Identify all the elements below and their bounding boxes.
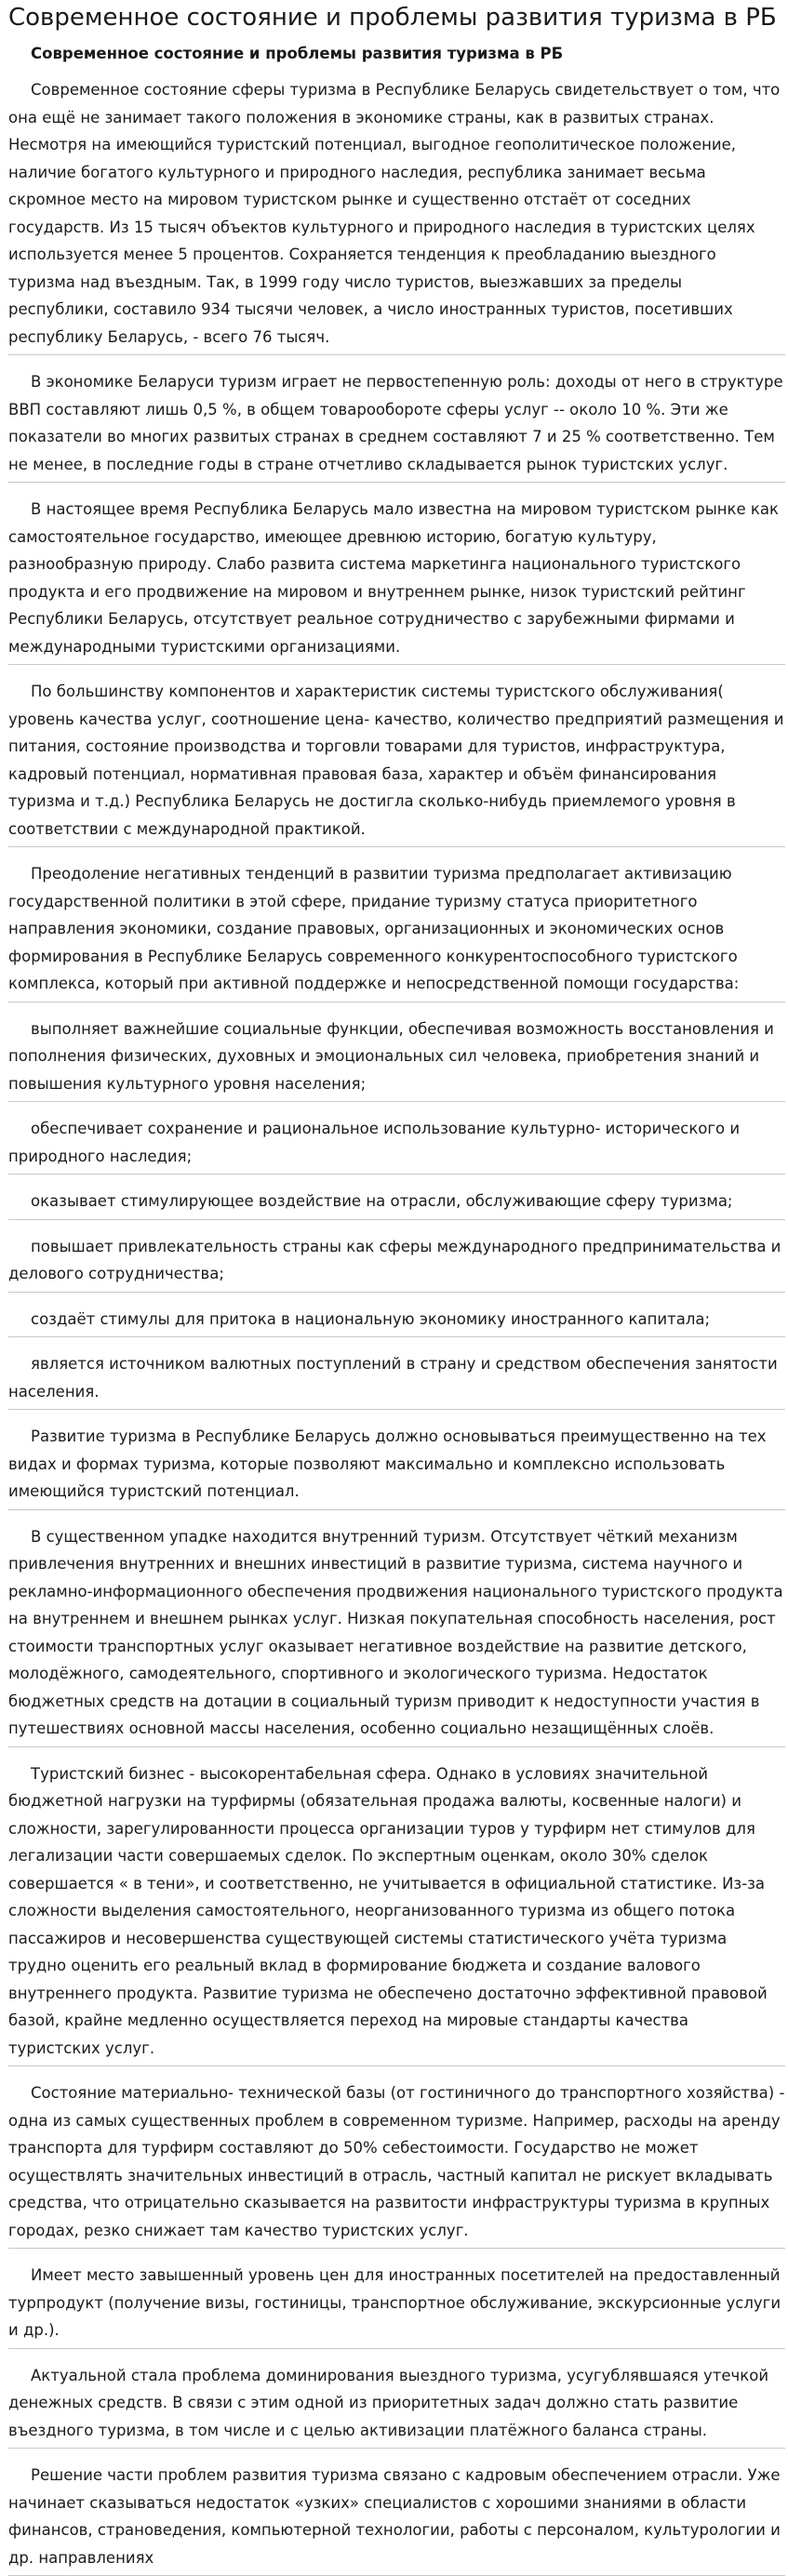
list-item: оказывает стимулирующее воздействие на отрасли, обслуживающие сферу туризма;: [8, 1188, 785, 1220]
list-item: создаёт стимулы для притока в национальную экономику иностранного капитала;: [8, 1306, 785, 1338]
paragraph: Актуальной стала проблема доминирования выездного туризма, усугублявшаяся утечкой денежных средств. В связи с этим одной из приоритетных задач должно стать развитие въездного туризма, в том числе и с целью активизации платёжного баланса страны.: [8, 2362, 785, 2450]
paragraph: Туристский бизнес - высокорентабельная сфера. Однако в условиях значительной бюджетной нагрузки на турфирмы (обязательная продажа валюты, косвенные налоги) и сложности, зарегулированности процесса организации туров у турфирм нет стимулов для легализации чаcти совершаемых сделок. По экспертным оценкам, около 30% сделок совершается « в тени», и соответственно, не учитывается в официальной статистике. Из-за сложности выделения самостоятельного, неорганизованного туризма из общего потока пассажиров и несовершенства существующей системы статистического учёта туризма трудно оценить его реальный вклад в формирование бюджета и создание валового внутреннего продукта. Развитие туризма не обеспечено достаточно эффективной правовой базой, крайне медленно осуществляется переход на мировые стандарты качества туристских услуг.: [8, 1760, 785, 2067]
paragraph: В существенном упадке находится внутренний туризм. Отсутствует чёткий механизм привлечения внутренних и внешних инвестиций в развитие туризма, система научного и рекламно-информационного обеспечения продвижения национального туристского продукта на внутреннем и внешнем рынках услуг. Низкая покупательная способность населения, рост стоимости транспортных услуг оказывает негативное воздействие на развитие детского, молодёжного, самодеятельного, спортивного и экологического туризма. Недостаток бюджетных средств на дотации в социальный туризм приводит к недоступности участия в путешествиях основной массы населения, особенно социально незащищённых слоёв.: [8, 1523, 785, 1747]
paragraph: По большинству компонентов и характеристик системы туристского обслуживания( уровень качества услуг, соотношение цена- качество, количество предприятий размещения и питания, состояние производства и торговли товарами для туристов, инфраструктура, кадровый потенциал, нормативная правовая база, характер и объём финансирования туризма и т.д.) Республика Беларусь не достигла сколько-нибудь приемлемого уровня в соответствии с международной практикой.: [8, 678, 785, 847]
list-item: выполняет важнейшие социальные функции, обеспечивая возможность восстановления и пополнения физических, духовных и эмоциональных сил человека, приобретения знаний и повышения культурного уровня населения;: [8, 1016, 785, 1103]
page-title: Современное состояние и проблемы развития туризма в РБ: [8, 4, 777, 32]
article-subtitle: Современное состояние и проблемы развития туризма в РБ: [31, 45, 564, 62]
paragraph: Преодоление негативных тенденций в развитии туризма предполагает активизацию государственной политики в этой сфере, придание туризму статуса приоритетного направления экономики, создание правовых, организационных и экономических основ формирования в Республике Беларусь современного конкурентоспособного туристского комплекса, который при активной поддержке и непосредственной помощи государства:: [8, 860, 785, 1003]
article-body: [8, 76, 785, 2576]
paragraph: Развитие туризма в Республике Беларусь должно основываться преимущественно на тех видах и формах туризма, которые позволяют максимально и комплексно использовать имеющийся туристский потенциал.: [8, 1423, 785, 1510]
list-item: является источником валютных поступлений в страну и средством обеспечения занятости населения.: [8, 1350, 785, 1410]
list-item: обеспечивает сохранение и рациональное использование культурно- исторического и природного наследия;: [8, 1115, 785, 1175]
list-item: повышает привлекательность страны как сферы международного предпринимательства и делового сотрудничества;: [8, 1233, 785, 1293]
paragraph: Состояние материально- технической базы (от гостиничного до транспортного хозяйства) - одна из самых существенных проблем в современном туризме. Например, расходы на аренду транспорта для турфирм составляют до 50% себестоимости. Государство не может осуществлять значительных инвестиций в отрасль, частный капитал не рискует вкладывать средства, что отрицательно сказывается на развитости инфраструктуры туризма в крупных городах, резко снижает там качество туристских услуг.: [8, 2079, 785, 2249]
paragraph: В экономике Беларуси туризм играет не первостепенную роль: доходы от него в структуре ВВП составляют лишь 0,5 %, в общем товарообороте сферы услуг -- около 10 %. Эти же показатели во многих развитых странах в среднем составляют 7 и 25 % соответственно. Тем не менее, в последние годы в стране отчетливо складывается рынок туристских услуг.: [8, 368, 785, 483]
paragraph: В настоящее время Республика Беларусь мало известна на мировом туристском рынке как самостоятельное государство, имеющее древнюю историю, богатую культуру, разнообразную природу. Слабо развита система маркетинга национального туристского продукта и его продвижение на мировом и внутреннем рынке, низок туристский рейтинг Республики Беларусь, отсутствует реальное сотрудничество с зарубежными фирмами и международными туристскими организациями.: [8, 496, 785, 665]
paragraph: Современное состояние сферы туризма в Республике Беларусь свидетельствует о том, что она ещё не занимает такого положения в экономике страны, как в развитых странах. Несмотря на имеющийся туристский потенциал, выгодное геополитическое положение, наличие богатого культурного и природного наследия, республика занимает весьма скромное место на мировом туристском рынке и существенно отстаёт от соседних государств. Из 15 тысяч объектов культурного и природного наследия в туристских целях используется менее 5 процентов. Сохраняется тенденция к преобладанию выездного туризма над въездным. Так, в 1999 году число туристов, выезжавших за пределы республики, составило 934 тысячи человек, а число иностранных туристов, посетивших республику Беларусь, - всего 76 тысяч.: [8, 76, 785, 355]
paragraph: Решение части проблем развития туризма связано с кадровым обеспечением отрасли. Уже начинает сказываться недостаток «узких» специалистов с хорошими знаниями в области финансов, страноведения, компьютерной технологии, работы с персоналом, культурологии и др. направлениях: [8, 2462, 785, 2576]
paragraph: Имеет место завышенный уровень цен для иностранных посетителей на предоставленный турпродукт (получение визы, гостиницы, транспортное обслуживание, экскурсионные услуги и др.).: [8, 2262, 785, 2349]
